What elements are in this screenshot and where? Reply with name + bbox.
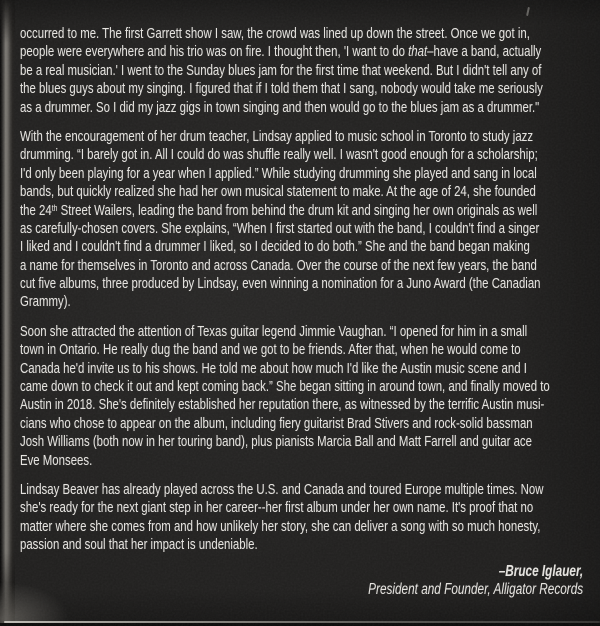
- text-line: a name for themselves in Toronto and across Canada. Over the course of the next few years, the band: [20, 256, 537, 274]
- text-line: Grammy).: [20, 293, 71, 311]
- text-line: I'd only been playing for a year when I applied.” While studying drumming she played and sang in local: [20, 164, 537, 182]
- text-line: bands, but quickly realized she had her own musical statement to make. At the age of 24, she founded: [20, 183, 536, 201]
- text-line: occurred to me. The first Garrett show I saw, the crowd was lined up down the street. Once we got in,: [20, 25, 530, 42]
- text-line: the blues guys about my singing. I figured that if I told them that I sang, nobody would take me seriously: [20, 80, 543, 98]
- paragraph: [20, 25, 583, 117]
- page-left-edge: [0, 0, 15, 626]
- text-line: town in Ontario. He really dug the band and we got to be friends. After that, when he would come to: [20, 341, 521, 359]
- text-line: be a real musician.' I went to the Sunday blues jam for the first time that weekend. But I didn't tell any of: [20, 61, 542, 79]
- signature-wrapper: [20, 555, 583, 600]
- text-line: came down to check it out and kept coming back.” She began sitting in around town, and finally moved to: [20, 378, 550, 396]
- text-line: Austin in 2018. She's definitely established her reputation there, as witnessed by the terrific Austin musi-: [20, 396, 545, 414]
- signature-title: President and Founder, Alligator Records: [368, 581, 584, 599]
- signature-block: [20, 563, 583, 600]
- text-line: Eve Monsees.: [20, 451, 93, 469]
- text-line: the 24th Street Wailers, leading the band from behind the drum kit and singing her own originals as well: [20, 201, 538, 219]
- text-line: Soon she attracted the attention of Texas guitar legend Jimmie Vaughan. “I opened for him in a small: [20, 322, 528, 340]
- text-line: With the encouragement of her drum teacher, Lindsay applied to music school in Toronto to study jazz: [20, 127, 534, 145]
- paragraph: [20, 481, 583, 555]
- text-line: people were everywhere and his trio was on fire. I thought then, 'I want to do that–have a band, actually: [20, 43, 542, 61]
- text-line: cians who chose to appear on the album, including fiery guitarist Brad Stivers and rock-solid bassman: [20, 414, 533, 432]
- signature-name: –Bruce Iglauer,: [498, 562, 584, 580]
- text-line: Canada he'd invite us to his shows. He told me about how much I'd like the Austin music scene and I: [20, 359, 527, 377]
- text-line: Josh Williams (both now in her touring band), plus pianists Marcia Ball and Matt Farrell and guitar ace: [20, 433, 532, 451]
- text-line: I liked and I couldn't find a drummer I liked, so I decided to do both.” She and the band began making: [20, 238, 530, 256]
- text-line: passion and soul that her impact is undeniable.: [20, 536, 258, 554]
- text-line: drumming. “I barely got in. All I could do was shuffle really well. I wasn't good enough for a scholarship;: [20, 146, 538, 164]
- text-line: she's ready for the next giant step in her career--her first album under her own name. It's proof that no: [20, 499, 534, 517]
- paragraph: [20, 128, 583, 312]
- text-line: as a drummer. So I did my jazz gigs in town singing and then would go to the blues jam as a drummer.": [20, 98, 540, 116]
- liner-notes-text: [20, 25, 583, 566]
- text-line: Lindsay Beaver has already played across the U.S. and Canada and toured Europe multiple times. Now: [20, 480, 544, 498]
- text-line: as carefully-chosen covers. She explains, “When I first started out with the band, I couldn't find a singer: [20, 219, 540, 237]
- paragraph: [20, 323, 583, 470]
- text-line: matter where she comes from and how unlikely her story, she can deliver a song with so much honesty,: [20, 517, 541, 535]
- text-line: cut five albums, three produced by Lindsay, even winning a nomination for a Juno Award (the Canadian: [20, 275, 541, 293]
